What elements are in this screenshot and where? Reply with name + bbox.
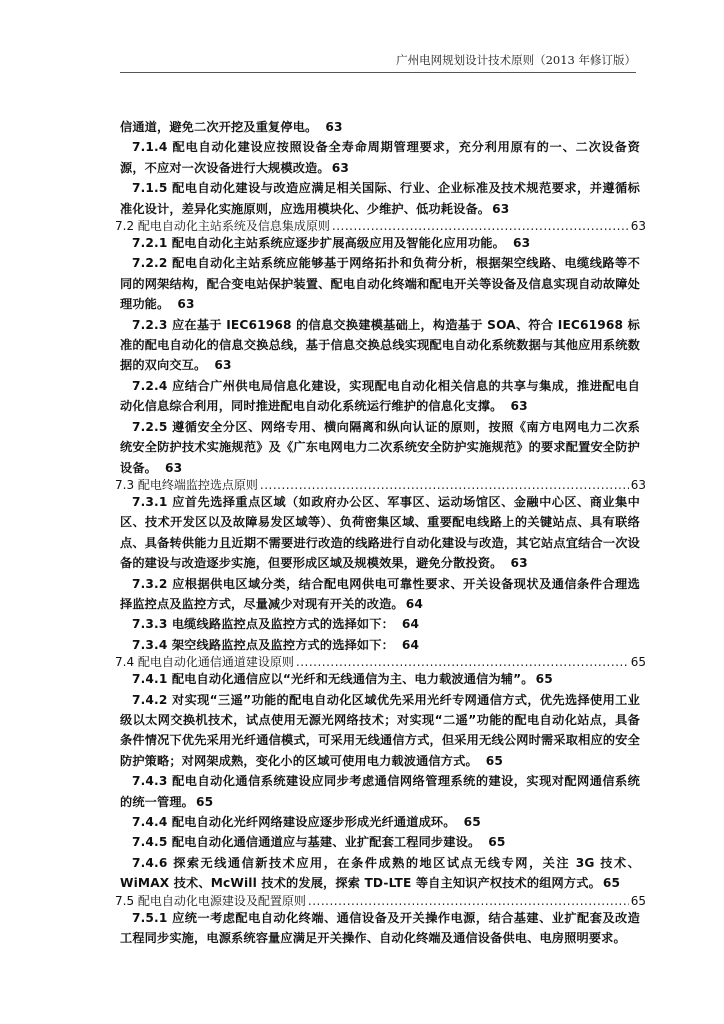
dot-leader <box>296 655 629 669</box>
page-number: 63 <box>214 358 232 373</box>
item-text: 7.4.2 对实现“三遥”功能的配电自动化区域优先采用光纤专网通信方式，优先选择使用工业级以太网交换机技术，试点使用无源光网络技术；对实现“二遥”功能的配电自动化站点，具备条件情况下优先采用光纤通信模式，可采用无线通信方式，但采用无线公网时需采取相应的安全防护策略；对网架成熟，变化小的区域可使用电力载波通信方式。 <box>120 692 640 768</box>
item-text: 信通道，避免二次开挖及重复停电。 <box>120 120 318 134</box>
page-number: 65 <box>485 753 504 768</box>
page-number: 63 <box>510 556 528 571</box>
page-number: 65 <box>196 794 214 809</box>
toc-item-entry[interactable] <box>120 376 640 417</box>
item-text: 7.2.1 配电自动化主站系统应逐步扩展高级应用及智能化应用功能。 <box>132 236 505 251</box>
toc-item-entry[interactable] <box>120 908 640 949</box>
page-number: 64 <box>401 617 420 632</box>
toc-section-entry[interactable] <box>115 478 646 492</box>
page-number: 65 <box>535 672 553 687</box>
item-text: 7.3.2 应根据供电区域分类，结合配电网供电可靠性要求、开关设备现状及通信条件合理选择监控点及监控方式，尽量减少对现有开关的改造。 <box>120 576 640 611</box>
toc-item-entry[interactable] <box>120 832 640 852</box>
page-header <box>120 46 636 73</box>
page-number: 64 <box>405 596 424 611</box>
item-text: 7.1.5 配电自动化建设与改造应满足相关国际、行业、企业标准及技术规范要求，并遵循标准化设计，差异化实施原则，应选用模块化、少维护、低功耗设备。 <box>120 181 640 216</box>
item-text: 7.3.3 电缆线路监控点及监控方式的选择如下： <box>132 617 394 632</box>
page-number: 63 <box>630 219 646 234</box>
page-number: 65 <box>602 876 621 891</box>
page-number: 65 <box>630 893 646 908</box>
item-text: 7.2.4 应结合广州供电局信息化建设，实现配电自动化相关信息的共享与集成，推进配电自动化信息综合利用，同时推进配电自动化系统运行维护的信息化支撑。 <box>120 378 640 414</box>
section-title: 7.3 配电终端监控选点原则 <box>115 477 258 492</box>
page-number: 65 <box>630 655 646 670</box>
item-text: 7.4.6 探索无线通信新技术应用，在条件成熟的地区试点无线专网，关注 3G 技术、WiMAX 技术、McWill 技术的发展，探索 TD-LTE 等自主知识产权技术的组网方式。 <box>120 855 640 891</box>
page-number: 64 <box>401 637 420 652</box>
toc-item-entry[interactable] <box>120 117 640 137</box>
page-number: 63 <box>165 460 183 475</box>
page-number: 65 <box>463 815 481 829</box>
toc-item-entry[interactable] <box>120 417 640 478</box>
item-text: 7.5.1 应统一考虑配电自动化终端、通信设备及开关操作电源，结合基建、业扩配套及改造工程同步实施，电源系统容量应满足开关操作、自动化终端及通信设备供电、电房照明要求。 <box>120 910 640 946</box>
item-text: 7.3.1 应首先选择重点区域（如政府办公区、军事区、运动场馆区、金融中心区、商业集中区、技术开发区以及故障易发区域等）、负荷密集区域、重要配电线路上的关键站点、具有联络点、具备转供能力且近期不需要进行改造的线路进行自动化建设与改造，其它站点宜结合一次设备的建设与改造逐步实施，但要形成区域及规模效果，避免分散投资。 <box>120 494 640 571</box>
toc-item-entry[interactable] <box>120 137 640 178</box>
toc-item-entry[interactable] <box>120 178 640 219</box>
toc-item-entry[interactable] <box>120 253 640 314</box>
header-title: 广州电网规划设计技术原则（2013 年修订版） <box>396 53 636 67</box>
dot-leader <box>260 478 629 492</box>
toc-section-entry[interactable] <box>115 219 646 233</box>
toc-item-entry[interactable] <box>120 853 640 894</box>
toc-item-entry[interactable] <box>120 635 640 655</box>
item-text: 7.2.2 配电自动化主站系统应能够基于网络拓扑和负荷分析，根据架空线路、电缆线路等不同的网架结构，配合变电站保护装置、配电自动化终端和配电开关等设备及信息实现自动故障处理功能。 <box>120 256 640 312</box>
page-number: 63 <box>510 399 528 414</box>
item-text: 7.2.3 应在基于 IEC61968 的信息交换建模基础上，构造基于 SOA、符合 IEC61968 标准的配电自动化的信息交换总线，基于信息交换总线实现配电自动化系统数据与其他应用系统数据的双向交互。 <box>120 317 640 373</box>
page-number: 63 <box>331 160 350 175</box>
item-text: 7.4.3 配电自动化通信系统建设应同步考虑通信网络管理系统的建设，实现对配网通信系统的统一管理。 <box>120 774 640 809</box>
page-number: 63 <box>512 236 531 251</box>
table-of-contents <box>115 117 646 948</box>
toc-section-entry[interactable] <box>115 655 646 669</box>
toc-section-entry[interactable] <box>115 894 646 908</box>
dot-leader <box>308 894 629 908</box>
page-number: 63 <box>177 297 195 312</box>
page-number: 63 <box>630 477 646 492</box>
toc-item-entry[interactable] <box>120 492 640 574</box>
toc-item-entry[interactable] <box>120 315 640 376</box>
item-text: 7.4.5 配电自动化通信通道应与基建、业扩配套工程同步建设。 <box>132 835 481 850</box>
item-text: 7.2.5 遵循安全分区、网络专用、横向隔离和纵向认证的原则，按照《南方电网电力二次系统安全防护技术实施规范》及《广东电网电力二次系统安全防护实施规范》的要求配置安全防护设备。 <box>120 419 640 475</box>
page-number: 63 <box>492 201 510 216</box>
toc-item-entry[interactable] <box>120 574 640 615</box>
page-number: 65 <box>488 835 506 850</box>
toc-item-entry[interactable] <box>120 669 640 689</box>
dot-leader <box>332 219 629 233</box>
section-title: 7.2 配电自动化主站系统及信息集成原则 <box>115 219 330 234</box>
toc-item-entry[interactable] <box>120 812 640 832</box>
toc-item-entry[interactable] <box>120 690 640 772</box>
toc-item-entry[interactable] <box>120 771 640 812</box>
item-text: 7.3.4 架空线路监控点及监控方式的选择如下： <box>132 637 394 652</box>
page-number: 63 <box>325 120 343 134</box>
toc-item-entry[interactable] <box>120 233 640 253</box>
section-title: 7.5 配电自动化电源建设及配置原则 <box>115 893 306 908</box>
section-title: 7.4 配电自动化通信通道建设原则 <box>115 655 294 670</box>
item-text: 7.4.1 配电自动化通信应以“光纤和无线通信为主、电力载波通信为辅”。 <box>132 672 534 687</box>
item-text: 7.1.4 配电自动化建设应按照设备全寿命周期管理要求，充分利用原有的一、二次设备资源，不应对一次设备进行大规模改造。 <box>120 140 640 175</box>
item-text: 7.4.4 配电自动化光纤网络建设应逐步形成光纤通道成环。 <box>132 815 456 829</box>
toc-item-entry[interactable] <box>120 614 640 634</box>
